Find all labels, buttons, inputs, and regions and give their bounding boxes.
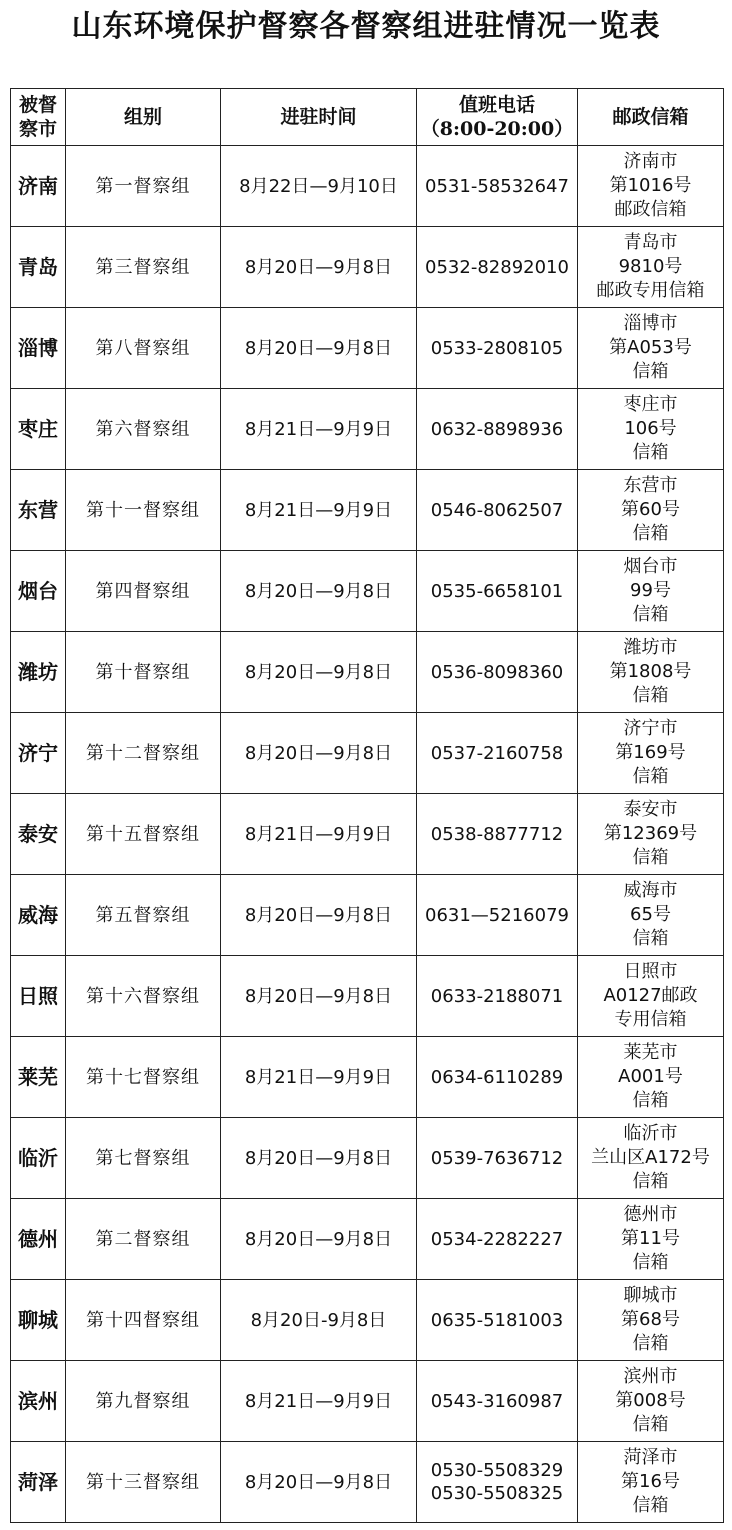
mailbox-cell bbox=[578, 1118, 724, 1199]
city-cell: 滨州 bbox=[11, 1361, 66, 1442]
mailbox-cell bbox=[578, 1280, 724, 1361]
mailbox-line: 第12369号 bbox=[603, 823, 698, 844]
table-row bbox=[11, 389, 724, 470]
group-cell: 第一督察组 bbox=[66, 146, 221, 227]
table-row bbox=[11, 1118, 724, 1199]
group-cell: 第十四督察组 bbox=[66, 1280, 221, 1361]
mailbox-cell bbox=[578, 470, 724, 551]
phone-cell bbox=[417, 713, 578, 794]
phone-number: 0535-6658101 bbox=[430, 580, 564, 602]
city-cell: 临沂 bbox=[11, 1118, 66, 1199]
group-cell: 第十三督察组 bbox=[66, 1442, 221, 1523]
mailbox-line: 德州市 bbox=[623, 1204, 678, 1225]
period-cell: 8月20日—9月8日 bbox=[221, 551, 417, 632]
table-row bbox=[11, 308, 724, 389]
mailbox-line: 第A053号 bbox=[609, 337, 692, 358]
table-row bbox=[11, 713, 724, 794]
period-cell: 8月20日—9月8日 bbox=[221, 227, 417, 308]
mailbox-cell bbox=[578, 389, 724, 470]
phone-cell bbox=[417, 227, 578, 308]
mailbox-line: 邮政信箱 bbox=[614, 199, 687, 220]
mailbox-line: 第008号 bbox=[615, 1390, 686, 1411]
phone-number: 0539-7636712 bbox=[430, 1147, 564, 1169]
phone-number: 0533-2808105 bbox=[430, 337, 564, 359]
mailbox-cell bbox=[578, 1442, 724, 1523]
mailbox-line: 济南市 bbox=[623, 151, 678, 172]
mailbox-line: 第169号 bbox=[615, 742, 686, 763]
phone-cell bbox=[417, 875, 578, 956]
city-cell: 潍坊 bbox=[11, 632, 66, 713]
phone-cell bbox=[417, 1199, 578, 1280]
city-cell: 济南 bbox=[11, 146, 66, 227]
mailbox-line: 滨州市 bbox=[623, 1366, 678, 1387]
city-cell: 东营 bbox=[11, 470, 66, 551]
mailbox-line: 东营市 bbox=[623, 475, 678, 496]
mailbox-line: 第68号 bbox=[621, 1309, 680, 1330]
mailbox-line: 烟台市 bbox=[623, 556, 678, 577]
mailbox-cell bbox=[578, 308, 724, 389]
period-cell: 8月20日—9月8日 bbox=[221, 713, 417, 794]
period-cell: 8月21日—9月9日 bbox=[221, 1361, 417, 1442]
table-body bbox=[11, 146, 724, 1523]
phone-number: 0531-58532647 bbox=[425, 175, 569, 197]
mailbox-line: 99号 bbox=[630, 580, 671, 601]
table-row bbox=[11, 875, 724, 956]
phone-cell bbox=[417, 956, 578, 1037]
mailbox-cell bbox=[578, 1037, 724, 1118]
mailbox-line: 日照市 bbox=[623, 961, 678, 982]
group-cell: 第十督察组 bbox=[66, 632, 221, 713]
table-row bbox=[11, 470, 724, 551]
mailbox-line: 第1016号 bbox=[609, 175, 692, 196]
phone-number: 0543-3160987 bbox=[430, 1390, 564, 1412]
period-cell: 8月21日—9月9日 bbox=[221, 794, 417, 875]
phone-cell bbox=[417, 1037, 578, 1118]
mailbox-line: 第60号 bbox=[621, 499, 680, 520]
mailbox-line: 65号 bbox=[630, 904, 671, 925]
mailbox-cell bbox=[578, 1199, 724, 1280]
mailbox-line: 信箱 bbox=[632, 1333, 669, 1354]
period-cell: 8月20日—9月8日 bbox=[221, 875, 417, 956]
period-cell: 8月20日—9月8日 bbox=[221, 1199, 417, 1280]
phone-cell bbox=[417, 794, 578, 875]
phone-cell bbox=[417, 1118, 578, 1199]
mailbox-cell bbox=[578, 632, 724, 713]
period-cell: 8月20日—9月8日 bbox=[221, 308, 417, 389]
mailbox-line: 聊城市 bbox=[623, 1285, 678, 1306]
mailbox-line: 第11号 bbox=[621, 1228, 680, 1249]
mailbox-line: 莱芜市 bbox=[623, 1042, 678, 1063]
group-cell: 第七督察组 bbox=[66, 1118, 221, 1199]
mailbox-line: A001号 bbox=[618, 1066, 683, 1087]
table-header-row bbox=[11, 89, 724, 146]
mailbox-line: 专用信箱 bbox=[614, 1009, 687, 1030]
period-cell: 8月20日—9月8日 bbox=[221, 1442, 417, 1523]
city-cell: 菏泽 bbox=[11, 1442, 66, 1523]
mailbox-line: 信箱 bbox=[632, 928, 669, 949]
group-cell: 第五督察组 bbox=[66, 875, 221, 956]
mailbox-line: 菏泽市 bbox=[623, 1447, 678, 1468]
phone-number: 0632-8898936 bbox=[430, 418, 564, 440]
table-row bbox=[11, 1361, 724, 1442]
phone-cell bbox=[417, 146, 578, 227]
mailbox-line: 邮政专用信箱 bbox=[596, 280, 705, 301]
mailbox-cell bbox=[578, 1361, 724, 1442]
period-cell: 8月20日-9月8日 bbox=[221, 1280, 417, 1361]
mailbox-line: 威海市 bbox=[623, 880, 678, 901]
period-cell: 8月22日—9月10日 bbox=[221, 146, 417, 227]
table-row bbox=[11, 146, 724, 227]
city-cell: 淄博 bbox=[11, 308, 66, 389]
mailbox-line: 信箱 bbox=[632, 361, 669, 382]
mailbox-cell bbox=[578, 875, 724, 956]
group-cell: 第十六督察组 bbox=[66, 956, 221, 1037]
mailbox-cell bbox=[578, 227, 724, 308]
page-title: 山东环境保护督察各督察组进驻情况一览表 bbox=[71, 9, 661, 44]
phone-cell bbox=[417, 632, 578, 713]
mailbox-line: A0127邮政 bbox=[603, 985, 698, 1006]
header-phone: 值班电话 （8:00-20:00） bbox=[417, 89, 578, 146]
header-group: 组别 bbox=[66, 89, 221, 146]
group-cell: 第十一督察组 bbox=[66, 470, 221, 551]
table-row bbox=[11, 1037, 724, 1118]
city-cell: 枣庄 bbox=[11, 389, 66, 470]
city-cell: 济宁 bbox=[11, 713, 66, 794]
mailbox-line: 信箱 bbox=[632, 1090, 669, 1111]
city-cell: 威海 bbox=[11, 875, 66, 956]
group-cell: 第十五督察组 bbox=[66, 794, 221, 875]
phone-number: 0534-2282227 bbox=[430, 1228, 564, 1250]
table-row bbox=[11, 956, 724, 1037]
phone-number: 0546-8062507 bbox=[430, 499, 564, 521]
city-cell: 日照 bbox=[11, 956, 66, 1037]
mailbox-line: 9810号 bbox=[618, 256, 683, 277]
phone-number: 0538-8877712 bbox=[430, 823, 564, 845]
phone-cell bbox=[417, 1442, 578, 1523]
mailbox-line: 信箱 bbox=[632, 847, 669, 868]
phone-cell bbox=[417, 470, 578, 551]
period-cell: 8月20日—9月8日 bbox=[221, 1118, 417, 1199]
city-cell: 德州 bbox=[11, 1199, 66, 1280]
mailbox-cell bbox=[578, 794, 724, 875]
mailbox-line: 信箱 bbox=[632, 1252, 669, 1273]
mailbox-line: 泰安市 bbox=[623, 799, 678, 820]
group-cell: 第六督察组 bbox=[66, 389, 221, 470]
mailbox-line: 信箱 bbox=[632, 766, 669, 787]
table-row bbox=[11, 632, 724, 713]
mailbox-line: 信箱 bbox=[632, 685, 669, 706]
mailbox-line: 信箱 bbox=[632, 523, 669, 544]
phone-cell bbox=[417, 389, 578, 470]
mailbox-line: 枣庄市 bbox=[623, 394, 678, 415]
mailbox-line: 青岛市 bbox=[623, 232, 678, 253]
group-cell: 第八督察组 bbox=[66, 308, 221, 389]
mailbox-line: 信箱 bbox=[632, 604, 669, 625]
period-cell: 8月21日—9月9日 bbox=[221, 389, 417, 470]
phone-number: 0631—5216079 bbox=[425, 904, 569, 926]
mailbox-cell bbox=[578, 551, 724, 632]
mailbox-line: 信箱 bbox=[632, 442, 669, 463]
header-period: 进驻时间 bbox=[221, 89, 417, 146]
mailbox-line: 兰山区A172号 bbox=[591, 1147, 710, 1168]
mailbox-line: 济宁市 bbox=[623, 718, 678, 739]
phone-number: 0530-5508329 bbox=[430, 1460, 564, 1481]
table-row bbox=[11, 1442, 724, 1523]
phone-number: 0530-5508325 bbox=[430, 1483, 564, 1504]
mailbox-cell bbox=[578, 956, 724, 1037]
mailbox-cell bbox=[578, 146, 724, 227]
city-cell: 泰安 bbox=[11, 794, 66, 875]
group-cell: 第十七督察组 bbox=[66, 1037, 221, 1118]
phone-number: 0536-8098360 bbox=[430, 661, 564, 683]
phone-number: 0532-82892010 bbox=[425, 256, 569, 278]
table-row bbox=[11, 1280, 724, 1361]
table-row bbox=[11, 551, 724, 632]
group-cell: 第九督察组 bbox=[66, 1361, 221, 1442]
mailbox-line: 信箱 bbox=[632, 1171, 669, 1192]
phone-cell bbox=[417, 1361, 578, 1442]
period-cell: 8月20日—9月8日 bbox=[221, 632, 417, 713]
group-cell: 第二督察组 bbox=[66, 1199, 221, 1280]
city-cell: 青岛 bbox=[11, 227, 66, 308]
mailbox-line: 临沂市 bbox=[623, 1123, 678, 1144]
header-mailbox: 邮政信箱 bbox=[578, 89, 724, 146]
period-cell: 8月21日—9月9日 bbox=[221, 470, 417, 551]
phone-cell bbox=[417, 1280, 578, 1361]
inspection-table bbox=[10, 88, 724, 1523]
mailbox-line: 信箱 bbox=[632, 1495, 669, 1516]
phone-number: 0633-2188071 bbox=[430, 985, 564, 1007]
group-cell: 第十二督察组 bbox=[66, 713, 221, 794]
phone-number: 0537-2160758 bbox=[430, 742, 564, 764]
mailbox-line: 信箱 bbox=[632, 1414, 669, 1435]
header-city: 被督 察市 bbox=[11, 89, 66, 146]
city-cell: 烟台 bbox=[11, 551, 66, 632]
mailbox-line: 第1808号 bbox=[609, 661, 692, 682]
mailbox-cell bbox=[578, 713, 724, 794]
mailbox-line: 第16号 bbox=[621, 1471, 680, 1492]
phone-number: 0635-5181003 bbox=[430, 1309, 564, 1331]
table-row bbox=[11, 1199, 724, 1280]
city-cell: 聊城 bbox=[11, 1280, 66, 1361]
group-cell: 第四督察组 bbox=[66, 551, 221, 632]
phone-number: 0634-6110289 bbox=[430, 1066, 564, 1088]
table-row bbox=[11, 794, 724, 875]
period-cell: 8月21日—9月9日 bbox=[221, 1037, 417, 1118]
period-cell: 8月20日—9月8日 bbox=[221, 956, 417, 1037]
mailbox-line: 潍坊市 bbox=[623, 637, 678, 658]
mailbox-line: 淄博市 bbox=[623, 313, 678, 334]
mailbox-line: 106号 bbox=[624, 418, 677, 439]
city-cell: 莱芜 bbox=[11, 1037, 66, 1118]
phone-cell bbox=[417, 551, 578, 632]
group-cell: 第三督察组 bbox=[66, 227, 221, 308]
phone-cell bbox=[417, 308, 578, 389]
table-row bbox=[11, 227, 724, 308]
